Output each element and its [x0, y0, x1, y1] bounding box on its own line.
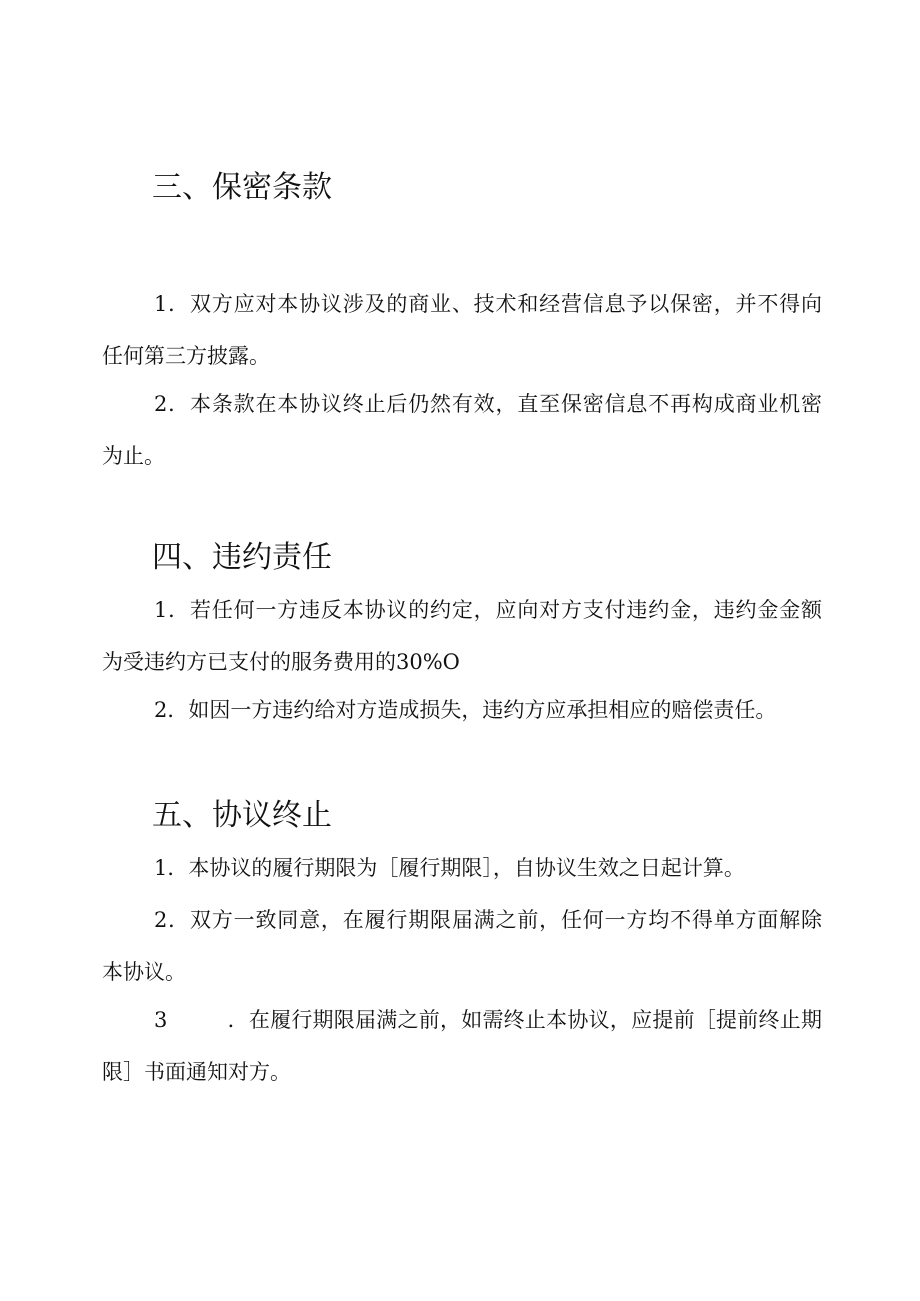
- clause-line: 为受违约方已支付的服务费用的30%O: [102, 650, 460, 674]
- clause-line: 1．本协议的履行期限为［履行期限］，自协议生效之日起计算。: [154, 856, 745, 880]
- clause-line: 任何第三方披露。: [102, 344, 270, 368]
- clause-termination-3: [102, 994, 822, 1098]
- clause-line: 1．若任何一方违反本协议的约定，应向对方支付违约金，违约金金额: [154, 598, 822, 622]
- clause-breach-2: [102, 684, 822, 736]
- clause-confidentiality-1: [102, 278, 822, 382]
- clause-termination-1: [102, 842, 822, 894]
- clause-line: 2．本条款在本协议终止后仍然有效，直至保密信息不再构成商业机密: [154, 392, 822, 416]
- clause-line: 本协议。: [102, 960, 186, 984]
- section-heading-termination: 五、协议终止: [152, 798, 332, 833]
- clause-confidentiality-2: [102, 378, 822, 482]
- clause-text: ．在履行期限届满之前，如需终止本协议，应提前［提前终止期: [227, 1008, 822, 1032]
- section-heading-breach: 四、违约责任: [152, 540, 332, 575]
- clause-line: 限］书面通知对方。: [102, 1060, 291, 1084]
- clause-line: 2．如因一方违约给对方造成损失，违约方应承担相应的赔偿责任。: [154, 698, 777, 722]
- clause-termination-2: [102, 894, 822, 998]
- section-heading-confidentiality: 三、保密条款: [152, 170, 332, 205]
- clause-line: 为止。: [102, 444, 165, 468]
- clause-line: 1．双方应对本协议涉及的商业、技术和经营信息予以保密，并不得向: [154, 292, 822, 316]
- clause-line: 2．双方一致同意，在履行期限届满之前，任何一方均不得单方面解除: [154, 908, 822, 932]
- clause-number: 3: [154, 1008, 168, 1032]
- clause-line: [102, 994, 822, 1046]
- clause-breach-1: [102, 584, 822, 688]
